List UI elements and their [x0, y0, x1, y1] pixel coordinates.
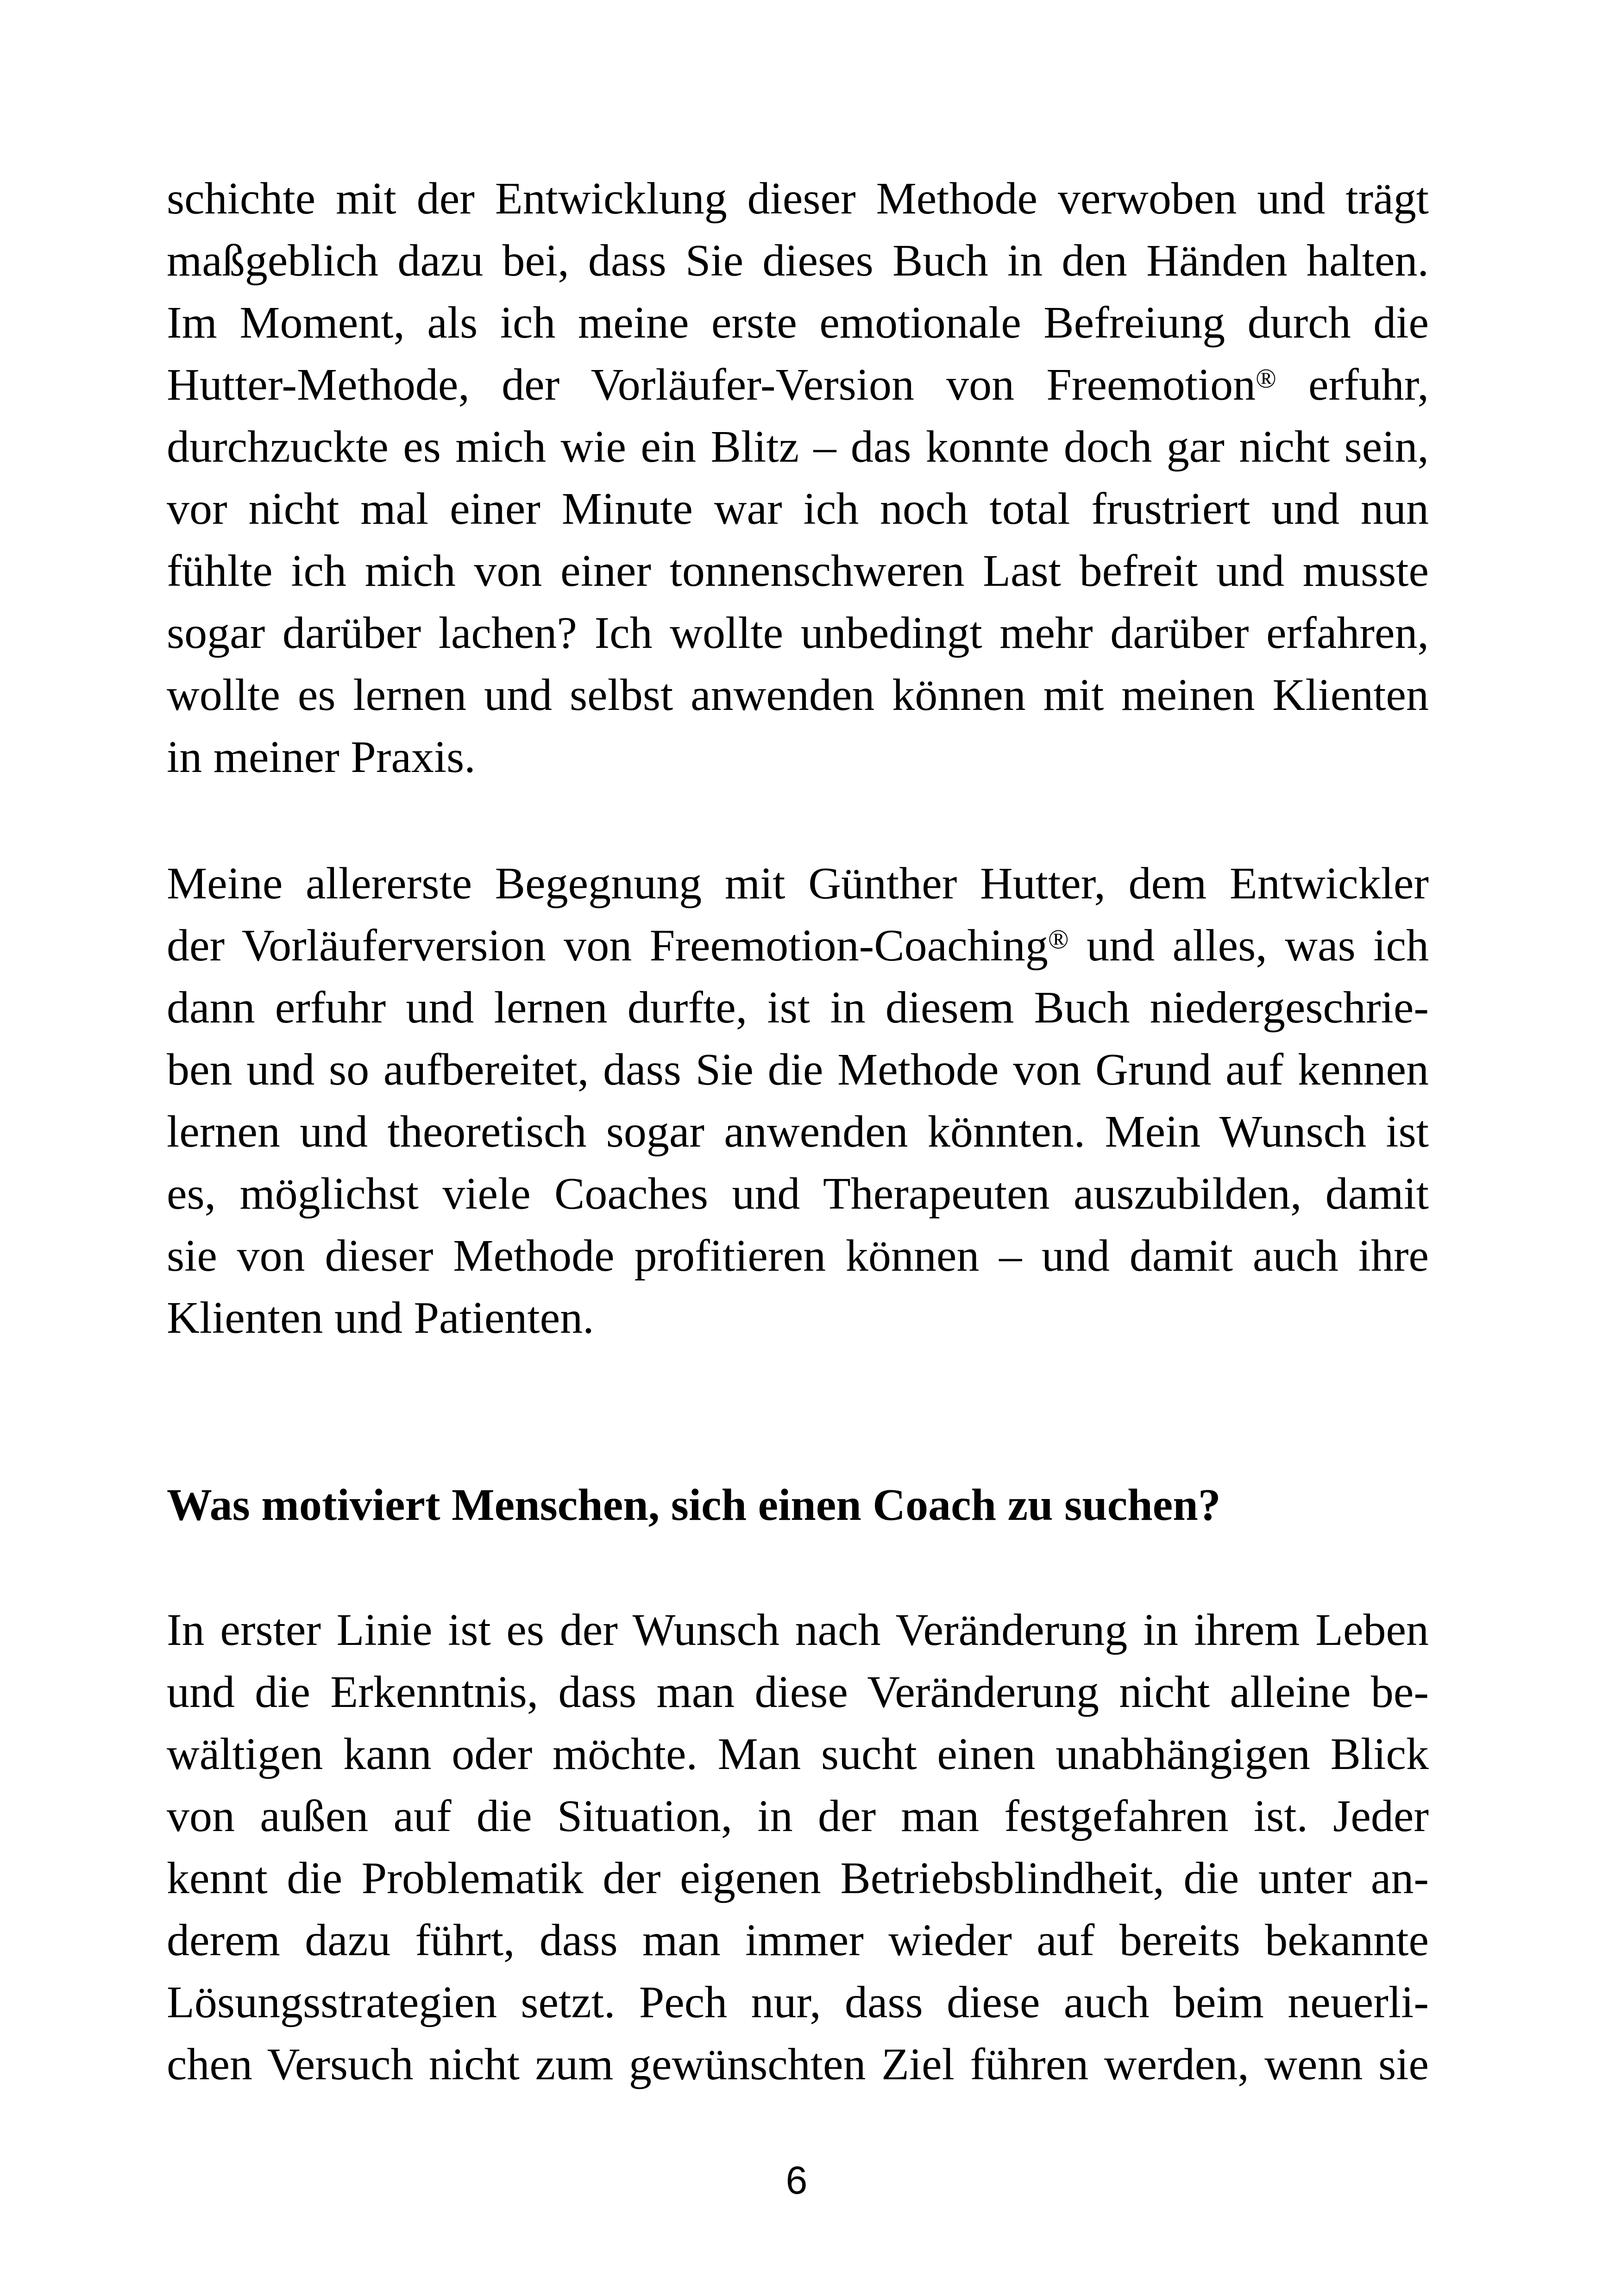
line-text: fühlte ich mich von einer tonnenschweren Last befreit und musste [167, 546, 1429, 596]
text-line [167, 478, 1429, 540]
line-text: kennt die Problematik der eigenen Betriebsblindheit, die unter an- [167, 1853, 1429, 1903]
paragraph-2 [167, 853, 1429, 1349]
line-text: sogar darüber lachen? Ich wollte unbedingt mehr darüber erfahren, [167, 608, 1429, 658]
registered-trademark-mark: ® [1256, 363, 1276, 394]
section-heading: Was motiviert Menschen, sich einen Coach zu suchen? [167, 1480, 1221, 1530]
text-line [167, 1287, 1429, 1349]
text-line [167, 1163, 1429, 1225]
line-text: wältigen kann oder möchte. Man sucht einen unabhängigen Blick [167, 1729, 1429, 1779]
line-text: durchzuckte es mich wie ein Blitz – das konnte doch gar nicht sein, [167, 422, 1429, 472]
text-line [167, 1723, 1429, 1785]
text-line [167, 1225, 1429, 1287]
line-text: chen Versuch nicht zum gewünschten Ziel führen werden, wenn sie [167, 2039, 1429, 2089]
paragraph-3 [167, 1599, 1429, 2095]
text-line [167, 1661, 1429, 1723]
text-line [167, 292, 1429, 354]
line-text-continued: erfuhr, [1276, 360, 1429, 410]
page-number: 6 [785, 2158, 808, 2202]
line-text: Meine allererste Begegnung mit Günther Hutter, dem Entwickler [167, 859, 1429, 909]
line-text: Klienten und Patienten. [167, 1293, 594, 1343]
text-line [167, 230, 1429, 292]
text-line [167, 354, 1429, 416]
line-text: maßgeblich dazu bei, dass Sie dieses Buch in den Händen halten. [167, 236, 1429, 286]
line-text: lernen und theoretisch sogar anwenden könnten. Mein Wunsch ist [167, 1107, 1429, 1157]
line-text: wollte es lernen und selbst anwenden können mit meinen Klienten [167, 670, 1429, 720]
text-line [167, 168, 1429, 230]
text-line [167, 915, 1429, 977]
line-text: es, möglichst viele Coaches und Therapeuten auszubilden, damit [167, 1169, 1429, 1219]
line-text: derem dazu führt, dass man immer wieder auf bereits bekannte [167, 1915, 1429, 1965]
line-text: Lösungsstrategien setzt. Pech nur, dass diese auch beim neuerli- [167, 1977, 1429, 2027]
line-text: vor nicht mal einer Minute war ich noch total frustriert und nun [167, 484, 1429, 534]
text-line [167, 1847, 1429, 1909]
text-line [167, 540, 1429, 602]
line-text: und die Erkenntnis, dass man diese Veränderung nicht alleine be- [167, 1667, 1429, 1717]
line-text: dann erfuhr und lernen durfte, ist in diesem Buch niedergeschrie- [167, 983, 1429, 1033]
line-text: ben und so aufbereitet, dass Sie die Methode von Grund auf kennen [167, 1045, 1429, 1095]
text-line [167, 1785, 1429, 1847]
line-text: von außen auf die Situation, in der man festgefahren ist. Jeder [167, 1791, 1429, 1841]
line-text: In erster Linie ist es der Wunsch nach Veränderung in ihrem Leben [167, 1605, 1429, 1655]
text-line [167, 726, 1429, 788]
text-line [167, 1101, 1429, 1163]
text-line [167, 416, 1429, 478]
text-line [167, 1971, 1429, 2033]
line-text-continued: und alles, was ich [1068, 921, 1429, 971]
text-line [167, 977, 1429, 1039]
line-text: der Vorläuferversion von Freemotion-Coaching [167, 921, 1048, 971]
text-line [167, 1039, 1429, 1101]
line-text: in meiner Praxis. [167, 732, 476, 782]
text-line [167, 2033, 1429, 2095]
line-text: Hutter-Methode, der Vorläufer-Version von Freemotion [167, 360, 1256, 410]
line-text: sie von dieser Methode profitieren können – und damit auch ihre [167, 1231, 1429, 1281]
text-line [167, 853, 1429, 915]
text-line [167, 1599, 1429, 1661]
text-line [167, 664, 1429, 726]
paragraph-1 [167, 168, 1429, 788]
registered-trademark-mark: ® [1048, 924, 1069, 954]
text-line [167, 602, 1429, 664]
line-text: Im Moment, als ich meine erste emotionale Befreiung durch die [167, 298, 1429, 348]
text-line [167, 1909, 1429, 1971]
line-text: schichte mit der Entwicklung dieser Methode verwoben und trägt [167, 174, 1429, 224]
